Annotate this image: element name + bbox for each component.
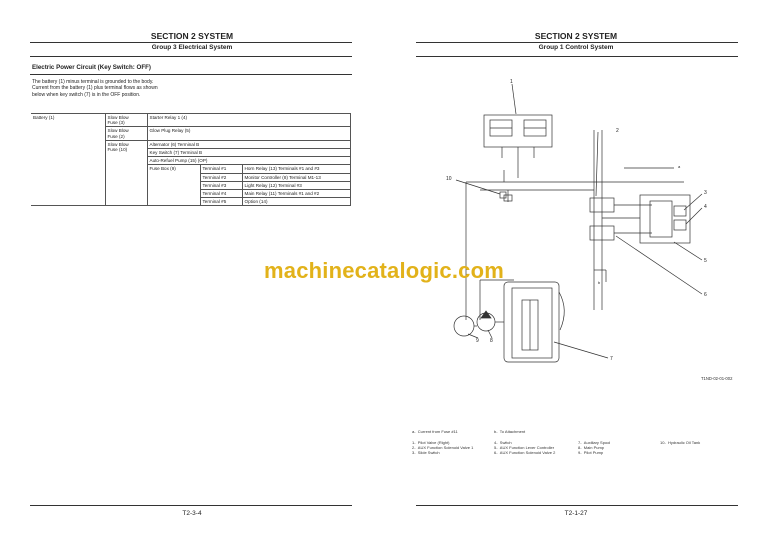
legend-key: b- xyxy=(494,429,498,434)
callout-5: 5 xyxy=(704,258,707,264)
legend-key: 4- xyxy=(494,440,498,445)
terminal-target-cell: Monitor Controller (8) Terminal M1-13 xyxy=(242,173,350,181)
battery-cell: Battery (1) xyxy=(31,114,105,206)
legend-text: Pilot Pump xyxy=(583,449,604,455)
title-rule xyxy=(416,42,738,43)
fuse-box-cell: Fuse Box (9) xyxy=(147,165,200,206)
terminal-cell: Terminal #5 xyxy=(200,198,242,206)
callout-leader xyxy=(512,84,516,114)
terminal-target-cell: Option (14) xyxy=(242,198,350,206)
legend-text: Slide Switch xyxy=(417,449,440,455)
terminal-cell: Terminal #3 xyxy=(200,181,242,189)
description-paragraph xyxy=(32,79,232,98)
legend-column xyxy=(578,441,610,456)
page-number: T2-3-4 xyxy=(182,510,202,517)
legend-item xyxy=(578,451,610,456)
legend-text: Current from Fuse #11 xyxy=(417,429,458,434)
title-rule xyxy=(30,56,352,57)
terminal-target-cell: Light Relay (12) Terminal #3 xyxy=(242,181,350,189)
callout-9: 9 xyxy=(476,338,479,344)
callout-1: 1 xyxy=(510,79,513,85)
switch-symbol xyxy=(674,206,686,216)
legend-key: 2- xyxy=(412,444,416,450)
lever-controller-symbol xyxy=(640,195,690,243)
watermark-text: machinecatalogic.com xyxy=(264,258,504,283)
legend-key: 5- xyxy=(494,444,498,450)
alternator-cell: Alternator (6) Terminal B xyxy=(147,140,350,148)
legend-text: AUX Function Lever Controller xyxy=(499,444,555,450)
paragraph-line: Current from the battery (1) plus terminal flows as shown xyxy=(32,85,158,92)
terminal-cell: Terminal #4 xyxy=(200,190,242,198)
terminal-target-cell: Main Relay (11) Terminals #1 and #2 xyxy=(242,190,350,198)
title-rule xyxy=(416,56,738,57)
footer-rule xyxy=(30,505,352,506)
callout-leader xyxy=(596,132,598,196)
legend-key: 10- xyxy=(660,440,666,445)
letter-b: b xyxy=(598,280,601,285)
auto-refuel-cell: Auto-Refuel Pump (15) (OP) xyxy=(147,157,350,165)
legend-key: 7- xyxy=(578,440,582,445)
fuse-label: Slow Blow xyxy=(107,128,129,134)
callout-leader xyxy=(488,330,492,338)
diagram-id: T1ND-02-01-002 xyxy=(701,376,733,381)
pilot-pump-symbol xyxy=(454,316,474,336)
fuse-label: Fuse (3) xyxy=(107,120,125,126)
legend-text: Pilot Valve (Right) xyxy=(417,440,450,445)
legend-item xyxy=(660,441,700,446)
paragraph-line: The battery (1) minus terminal is grounded to the body. xyxy=(32,79,154,85)
terminal-cell: Terminal #2 xyxy=(200,173,242,181)
legend-column xyxy=(660,441,700,446)
legend-key: 8- xyxy=(578,444,582,450)
fuse3-cell xyxy=(105,114,147,127)
legend-letters xyxy=(412,430,458,435)
terminal-target-cell: Horn Relay (13) Terminals #1 and #3 xyxy=(242,165,350,173)
circuit-table xyxy=(31,113,351,206)
legend-item xyxy=(412,430,458,435)
legend-text: AUX Function Solenoid Valve 2 xyxy=(499,449,556,455)
paragraph-line: below when key switch (7) is in the OFF position. xyxy=(32,91,141,98)
legend-item xyxy=(494,430,525,435)
fuse-label: Fuse (2) xyxy=(107,133,125,139)
fuse2-cell xyxy=(105,127,147,140)
callout-leader xyxy=(554,342,608,358)
section-title: SECTION 2 SYSTEM xyxy=(150,31,234,41)
legend-item xyxy=(412,451,473,456)
callout-2: 2 xyxy=(616,128,619,134)
callout-3: 3 xyxy=(704,190,707,196)
legend-text: Hydraulic Oil Tank xyxy=(668,440,701,445)
legend-key: a- xyxy=(412,429,416,434)
page-number: T2-1-27 xyxy=(564,510,588,517)
legend-text: To Attachment xyxy=(499,429,526,434)
legend-text: AUX Function Solenoid Valve 1 xyxy=(417,444,474,450)
group-title: Group 3 Electrical System xyxy=(151,44,233,51)
fuse10-cell xyxy=(105,140,147,206)
key-switch-cell: Key Switch (7) Terminal B xyxy=(147,149,350,157)
title-rule xyxy=(30,42,352,43)
legend-text: Switch xyxy=(499,440,512,445)
fuse-label: Slow Blow xyxy=(107,115,129,120)
terminal-cell: Terminal #1 xyxy=(200,165,242,173)
legend-item xyxy=(494,451,555,456)
footer-rule xyxy=(416,505,738,506)
legend-letters xyxy=(494,430,525,435)
fuse-label: Fuse (10) xyxy=(107,147,128,153)
legend-key: 1- xyxy=(412,440,416,445)
callout-8: 8 xyxy=(490,338,493,344)
heading-rule xyxy=(30,74,352,75)
legend-key: 9- xyxy=(578,449,582,455)
legend-column xyxy=(494,441,555,456)
starter-relay-cell: Starter Relay 1 (4) xyxy=(147,114,350,127)
legend-key: 6- xyxy=(494,449,498,455)
callout-6: 6 xyxy=(704,292,707,298)
circuit-title: Electric Power Circuit (Key Switch: OFF) xyxy=(32,64,151,71)
fuse-label: Slow Blow xyxy=(107,141,129,147)
callout-leader xyxy=(686,208,702,224)
callout-7: 7 xyxy=(610,356,613,362)
glow-plug-relay-cell: Glow Plug Relay (5) xyxy=(147,127,350,140)
section-title: SECTION 2 SYSTEM xyxy=(534,31,618,41)
legend-column xyxy=(412,441,473,456)
callout-10: 10 xyxy=(446,176,452,182)
group-title: Group 1 Control System xyxy=(538,44,614,51)
legend-key: 3- xyxy=(412,449,416,455)
callout-4: 4 xyxy=(704,204,707,210)
letter-a: a xyxy=(678,164,681,169)
hydraulic-schematic xyxy=(384,70,768,380)
legend-text: Auxiliary Spool xyxy=(583,440,611,445)
callout-leader xyxy=(684,194,702,210)
legend-text: Main Pump xyxy=(583,444,605,450)
